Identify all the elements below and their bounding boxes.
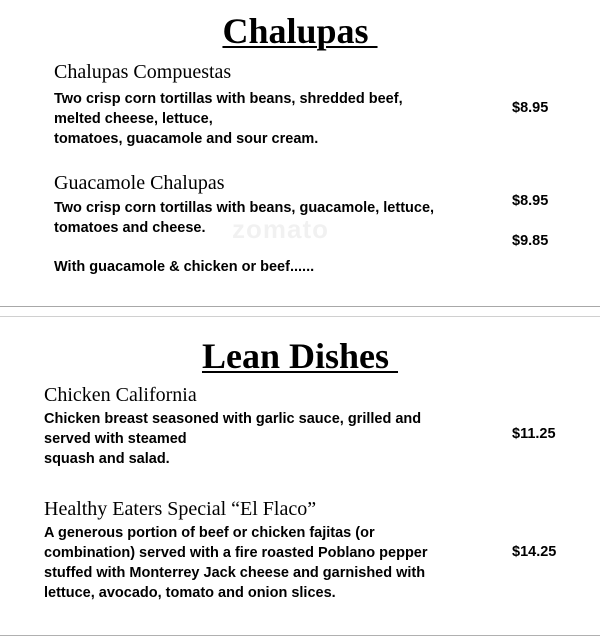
description-line: melted cheese, lettuce, bbox=[54, 111, 213, 127]
description-line: served with steamed bbox=[44, 431, 187, 447]
el-flaco-price: $14.25 bbox=[512, 544, 557, 560]
guacamole-chalupas-price: $8.95 bbox=[512, 193, 549, 209]
chicken-california-price: $11.25 bbox=[512, 426, 556, 442]
guacamole-chalupas-extra-description: With guacamole & chicken or beef...... bbox=[54, 259, 315, 275]
el-flaco-name: Healthy Eaters Special “El Flaco” bbox=[44, 498, 317, 520]
lean-dishes-section bbox=[0, 316, 600, 636]
description-line: tomatoes and cheese. bbox=[54, 220, 206, 236]
chalupas-compuestas-name: Chalupas Compuestas bbox=[54, 61, 232, 83]
description-line: A generous portion of beef or chicken fajitas (or bbox=[44, 525, 375, 541]
description-line: lettuce, avocado, tomato and onion slices. bbox=[44, 585, 336, 601]
watermark-logo: zomato bbox=[232, 214, 329, 244]
chalupas-compuestas-price: $8.95 bbox=[512, 100, 549, 116]
description-line: stuffed with Monterrey Jack cheese and garnished with bbox=[44, 565, 426, 581]
chalupas-section bbox=[0, 0, 600, 307]
chalupas-compuestas-description bbox=[54, 89, 403, 149]
description-line: Two crisp corn tortillas with beans, shredded beef, bbox=[54, 91, 403, 107]
guacamole-chalupas-extra-price: $9.85 bbox=[512, 233, 549, 249]
lean-dishes-heading: Lean Dishes bbox=[201, 336, 399, 376]
description-line: Two crisp corn tortillas with beans, guacamole, lettuce, bbox=[54, 200, 435, 216]
description-line: squash and salad. bbox=[44, 451, 170, 467]
chalupas-heading: Chalupas bbox=[222, 11, 378, 51]
description-line: tomatoes, guacamole and sour cream. bbox=[54, 131, 319, 147]
el-flaco-description bbox=[44, 523, 428, 603]
description-line: Chicken breast seasoned with garlic sauce, grilled and bbox=[44, 411, 422, 427]
chicken-california-name: Chicken California bbox=[44, 384, 197, 406]
description-line: combination) served with a fire roasted Poblano pepper bbox=[44, 545, 428, 561]
guacamole-chalupas-name: Guacamole Chalupas bbox=[54, 172, 225, 194]
chicken-california-description bbox=[44, 409, 421, 469]
